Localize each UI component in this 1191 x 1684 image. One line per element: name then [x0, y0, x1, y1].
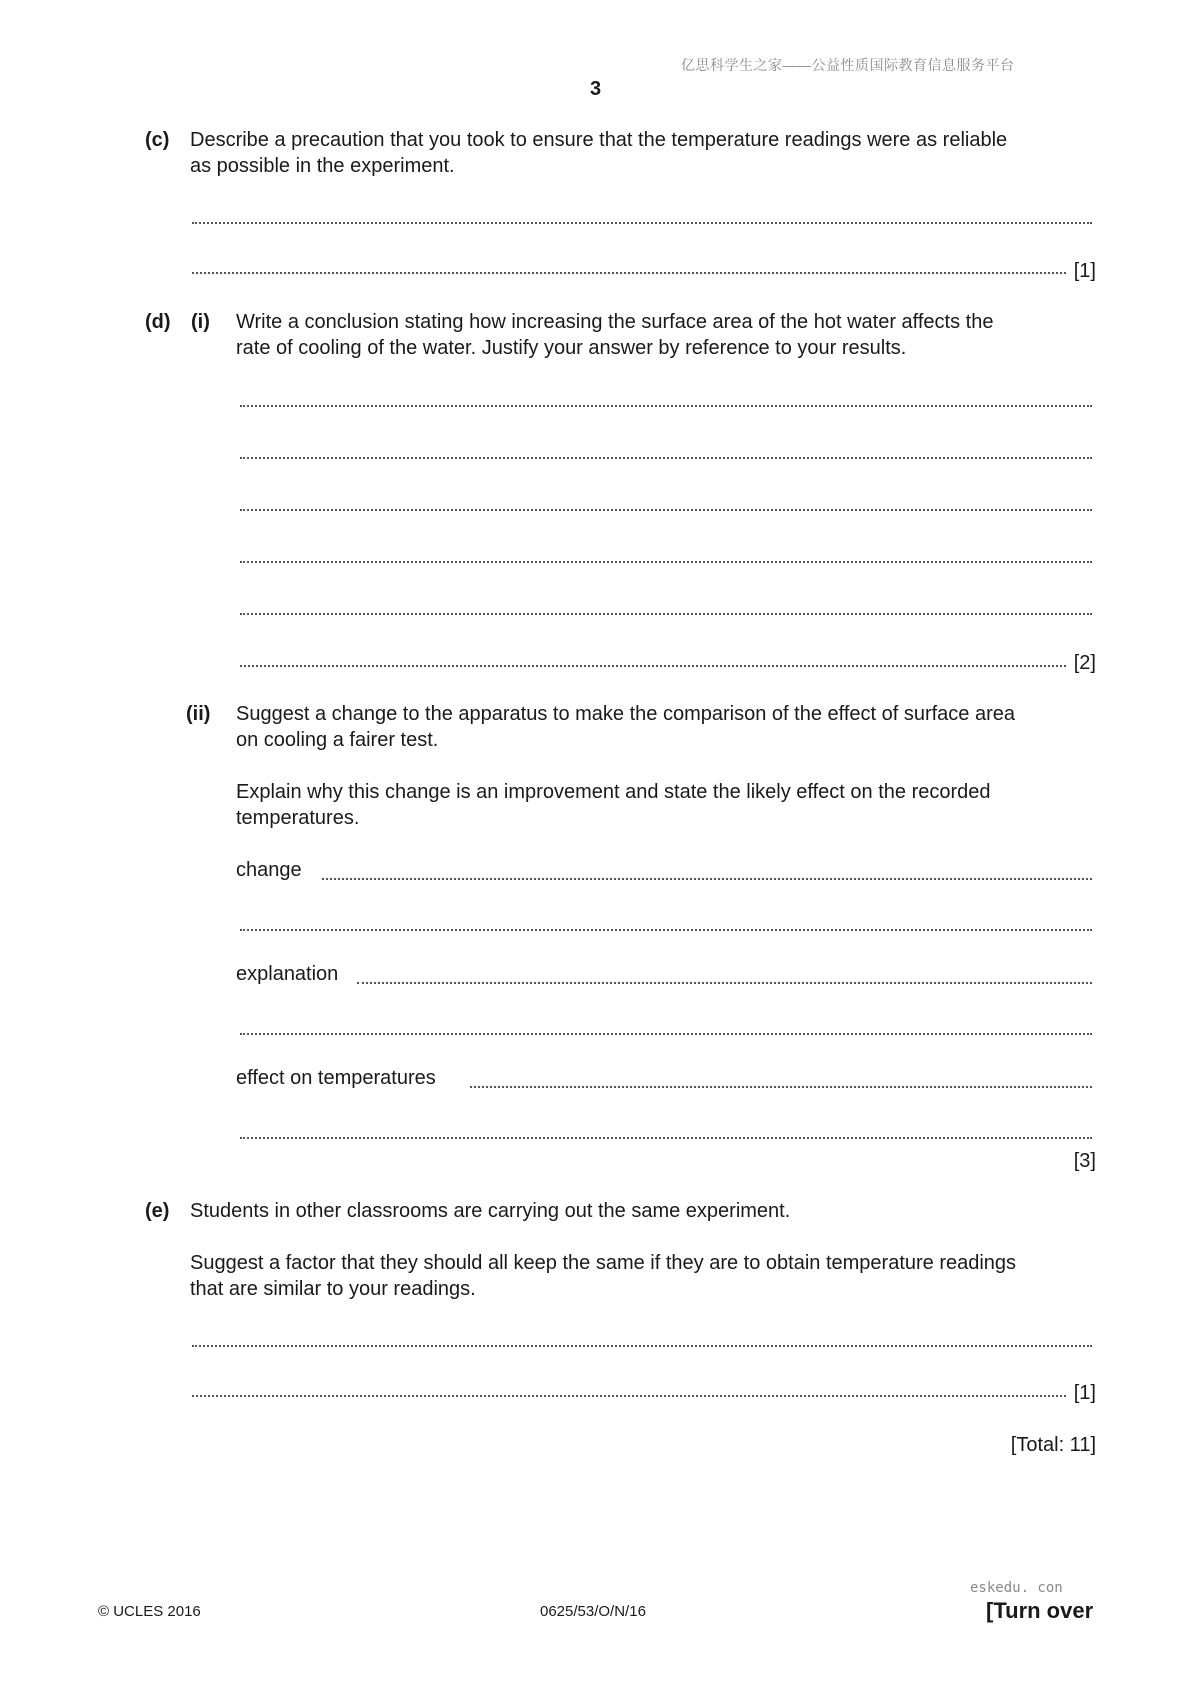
- part-d-ii-question: [236, 701, 1096, 753]
- explanation-line-1[interactable]: [357, 982, 1092, 984]
- part-c-question: [190, 127, 1095, 179]
- answer-line-d-i-6[interactable]: [240, 665, 1066, 667]
- part-e-question: [190, 1250, 1095, 1302]
- answer-line-c-1[interactable]: [192, 222, 1092, 224]
- part-c-line1: Describe a precaution that you took to ensure that the temperature readings were as reliable: [190, 129, 1008, 151]
- explanation-label: explanation: [236, 963, 339, 985]
- part-d-i-line2: rate of cooling of the water. Justify your answer by reference to your results.: [236, 337, 907, 359]
- change-line-2[interactable]: [240, 929, 1092, 931]
- answer-line-d-i-2[interactable]: [240, 457, 1092, 459]
- part-c-line2: as possible in the experiment.: [190, 155, 455, 177]
- answer-line-d-i-5[interactable]: [240, 613, 1092, 615]
- part-e-intro: Students in other classrooms are carrying out the same experiment.: [190, 1200, 791, 1222]
- part-d-i-mark: [2]: [1073, 652, 1096, 674]
- part-e-label: (e): [145, 1200, 170, 1222]
- part-d-ii-mark: [3]: [1073, 1150, 1096, 1172]
- part-e-line2: Suggest a factor that they should all keep the same if they are to obtain temperature readings: [190, 1252, 1017, 1274]
- footer-paper-code: 0625/53/O/N/16: [540, 1603, 646, 1620]
- answer-line-d-i-4[interactable]: [240, 561, 1092, 563]
- change-label: change: [236, 859, 302, 881]
- footer-copyright: © UCLES 2016: [98, 1603, 201, 1620]
- effect-line-2[interactable]: [240, 1137, 1092, 1139]
- turn-over: [Turn over: [986, 1598, 1094, 1623]
- answer-line-d-i-1[interactable]: [240, 405, 1092, 407]
- part-d-i-label: (i): [191, 311, 210, 333]
- part-e-mark: [1]: [1073, 1382, 1096, 1404]
- part-d-i-question: [236, 309, 1096, 361]
- part-d-label: (d): [145, 311, 171, 333]
- part-d-ii-label: (ii): [186, 703, 211, 725]
- part-d-ii-instruction: [236, 779, 1096, 831]
- change-line-1[interactable]: [322, 878, 1092, 880]
- effect-line-1[interactable]: [470, 1086, 1092, 1088]
- part-d-ii-line1: Suggest a change to the apparatus to make the comparison of the effect of surface area: [236, 703, 1016, 725]
- answer-line-c-2[interactable]: [192, 272, 1066, 274]
- part-d-ii-line2: on cooling a fairer test.: [236, 729, 439, 751]
- page-number: 3: [590, 78, 602, 100]
- footer-watermark: eskedu. con: [970, 1580, 1063, 1596]
- part-e-line3: that are similar to your readings.: [190, 1278, 476, 1300]
- answer-line-e-2[interactable]: [192, 1395, 1066, 1397]
- explanation-line-2[interactable]: [240, 1033, 1092, 1035]
- part-d-ii-line3: Explain why this change is an improvement and state the likely effect on the recorded: [236, 781, 991, 803]
- part-c-mark: [1]: [1073, 260, 1096, 282]
- answer-line-e-1[interactable]: [192, 1345, 1092, 1347]
- answer-line-d-i-3[interactable]: [240, 509, 1092, 511]
- header-watermark: 亿思科学生之家——公益性质国际教育信息服务平台: [681, 57, 1015, 73]
- part-c-label: (c): [145, 129, 170, 151]
- effect-label: effect on temperatures: [236, 1067, 436, 1089]
- total-mark: [Total: 11]: [1010, 1434, 1096, 1456]
- part-d-i-line1: Write a conclusion stating how increasing the surface area of the hot water affects the: [236, 311, 994, 333]
- part-d-ii-line4: temperatures.: [236, 807, 360, 829]
